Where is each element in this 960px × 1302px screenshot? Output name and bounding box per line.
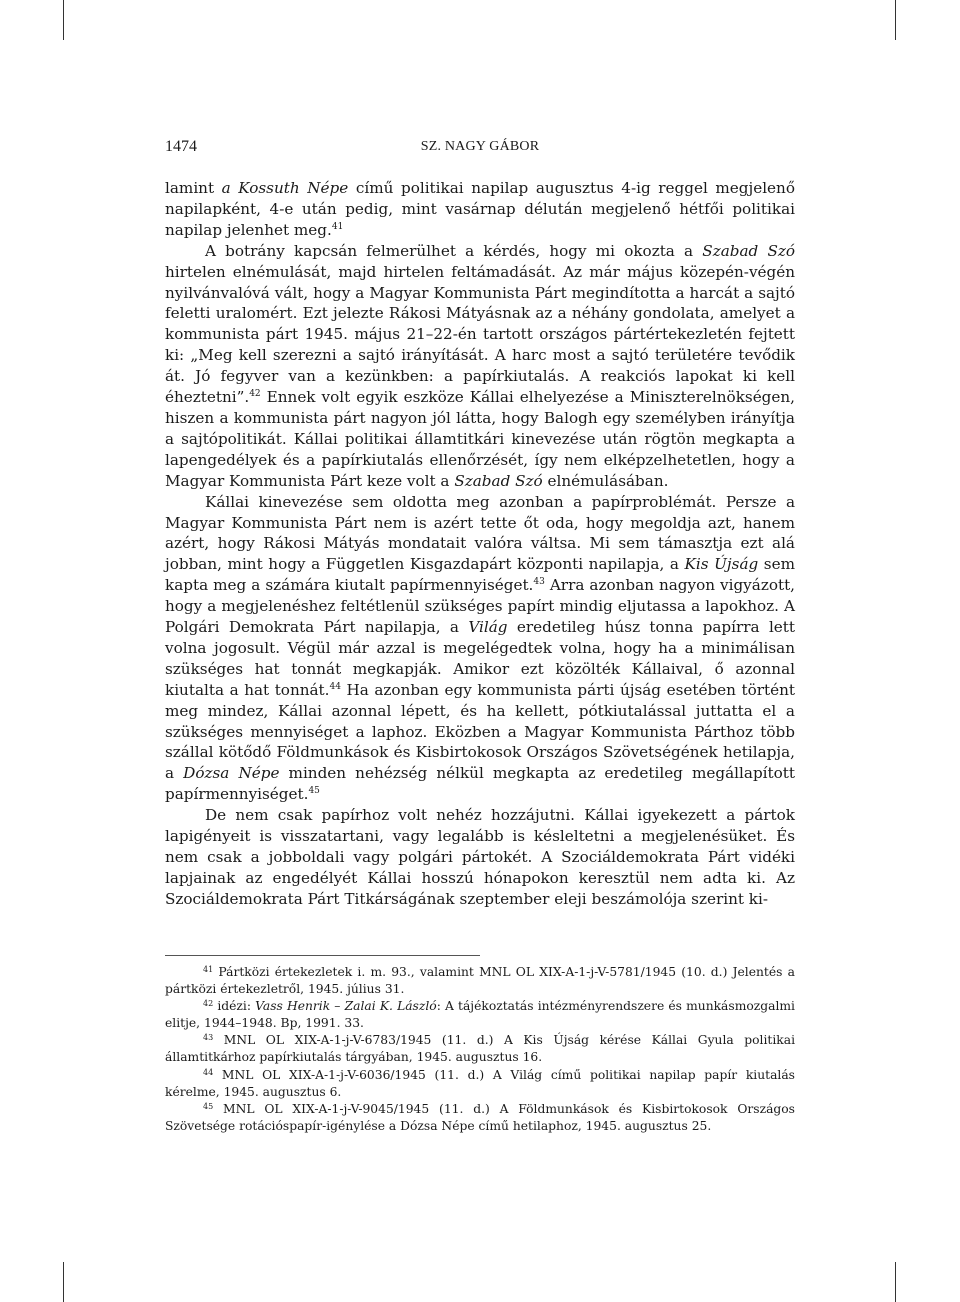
footnote-44 <box>165 1067 795 1101</box>
footnote-separator <box>165 955 480 956</box>
body-text <box>165 178 795 910</box>
text-run: De nem csak papírhoz volt nehéz hozzájutni. Kállai igyekezett a pártok lapigényeit is visszatartani, vagy legalább is késleltetni a megjelenésüket. És nem csak a jobboldali vagy polgári pártokét. A Szociáldemokrata Párt vidéki lapjainak az engedélyét Kállai hosszú hónapokon keresztül nem adta ki. Az Szociáldemokrata Párt Titkárságának szeptember eleji beszámolója szerint ki- <box>165 806 795 908</box>
text-run: Ha azonban egy kommunista párti újság esetében történt meg mindez, Kállai azonnal lépett, és ha kellett, pótkiutalással juttatta el a szükséges mennyiséget a laphoz. Eközben a Magyar Kommunista Párthoz több szállal kötődő Földmunkások és Kisbirtokosok Országos Szövetségének hetilapja, a <box>165 680 795 783</box>
footnote-ref-43: 43 <box>533 577 545 588</box>
text-run: minden nehézség nélkül megkapta az eredetileg megállapított papírmennyiséget. <box>165 764 795 804</box>
text-run: Kállai kinevezése sem oldotta meg azonban a papírproblémát. Persze a Magyar Kommunista Párt nem is azért tette őt oda, hogy megoldja azt, hanem azért, hogy Rákosi Mátyás mondatait valóra váltsa. Mi sem támasztja ezt alá jobban, mint hogy a Független Kisgazdapárt központi napilapja, a <box>165 492 795 574</box>
footnote-42 <box>165 998 795 1032</box>
footnote-ref-42: 42 <box>249 389 261 400</box>
footnote-text: Pártközi értekezletek i. m. 93., valamint MNL OL XIX-A-1-j-V-5781/1945 (10. d.) Jelentés a pártközi értekezletről, 1945. július 31. <box>165 965 795 997</box>
text-run: Arra azonban nagyon vigyázott, hogy a megjelenéshez feltétlenül szükséges papírt mindig eljutassa a lapokhoz. A Polgári Demokrata Párt napilapja, a <box>165 576 795 637</box>
footnotes <box>165 964 795 1135</box>
text-run: című politikai napilap augusztus 4-ig reggel megjelenő napilapként, 4-e után pedig, mint vasárnap délután megjelenő hétfői politikai napilap jelenhet meg. <box>165 179 795 239</box>
footnote-number: 43 <box>203 1033 214 1043</box>
italic-title: Dózsa Népe <box>183 764 280 783</box>
footnote-text: : A tájékoztatás intézményrendszere és munkásmozgalmi elitje, 1944–1948. Bp, 1991. 33. <box>165 999 795 1031</box>
paragraph-2 <box>165 241 795 492</box>
footnote-number: 41 <box>203 965 214 974</box>
italic-title: a Kossuth Népe <box>221 179 349 197</box>
crop-mark-bottom-left <box>63 1262 64 1302</box>
text-run: lamint <box>165 179 222 197</box>
italic-title: Kis Újság <box>684 555 759 574</box>
page-header <box>165 138 795 160</box>
footnote-ref-44: 44 <box>329 681 341 692</box>
text-run: eredetileg húsz tonna papírra lett volna jogosult. Végül már azzal is megelégedtek volna, hogy ha a minimálisan szükséges hat tonnát megkapják. Amikor ezt közölték Kállaival, ő azonnal kiutalta a hat tonnát. <box>165 618 795 699</box>
text-run: elnémulásában. <box>542 471 669 490</box>
text-run: A botrány kapcsán felmerülhet a kérdés, hogy mi okozta a <box>205 241 703 260</box>
footnote-text: idézi: <box>213 999 256 1014</box>
italic-title: Szabad Szó <box>702 241 795 260</box>
crop-mark-top-left <box>63 0 64 40</box>
footnote-ref-45: 45 <box>308 786 320 797</box>
footnote-text: MNL OL XIX-A-1-j-V-9045/1945 (11. d.) A Földmunkások és Kisbirtokosok Országos Szövetsége rotációspapír-igénylése a Dózsa Népe című hetilaphoz, 1945. augusztus 25. <box>165 1101 795 1133</box>
footnote-authors: Vass Henrik – Zalai K. László <box>255 999 437 1014</box>
paragraph-3 <box>165 492 795 806</box>
page-number: 1474 <box>165 138 197 155</box>
italic-title: Világ <box>468 618 508 637</box>
footnote-43 <box>165 1032 795 1066</box>
footnote-45 <box>165 1101 795 1135</box>
running-head: SZ. NAGY GÁBOR <box>420 139 540 154</box>
footnote-text: MNL OL XIX-A-1-j-V-6036/1945 (11. d.) A Világ című politikai napilap papír kiutalás kérelme, 1945. augusztus 6. <box>165 1067 795 1099</box>
text-run: sem kapta meg a számára kiutalt papírmennyiséget. <box>165 555 795 595</box>
paragraph-4 <box>165 805 795 910</box>
text-run: hirtelen elnémulását, majd hirtelen feltámadását. Az már május közepén-végén nyilvánvalóvá vált, hogy a Magyar Kommunista Párt megindította a harcát a sajtó feletti uralomért. Ezt jelezte Rákosi Mátyásnak az a néhány gondolata, amelyet a kommunista párt 1945. május 21–22-én tartott országos pártértekezletén fejtett ki: „Meg kell szerezni a sajtó irányítását. A harc most a sajtó területére tevődik át. Jó fegyver van a kezünkben: a papírkiutalás. A reakciós lapokat ki kell éheztetni”. <box>165 262 795 407</box>
italic-title: Szabad Szó <box>454 471 543 490</box>
text-run: Ennek volt egyik eszköze Kállai elhelyezése a Miniszterelnökségen, hiszen a kommunista párt nagyon jól látta, hogy Balogh egy személyben irányítja a sajtópolitikát. Kállai politikai államtitkári kinevezése után rögtön megkapta a lapengedélyek és a papírkiutalás ellenőrzését, így nem elképzelhetetlen, hogy a Magyar Kommunista Párt keze volt a <box>165 388 795 490</box>
crop-mark-bottom-right <box>895 1262 896 1302</box>
crop-mark-top-right <box>895 0 896 40</box>
paragraph-1 <box>165 178 795 241</box>
footnote-41 <box>165 964 795 998</box>
footnote-ref-41: 41 <box>331 221 344 232</box>
footnote-text: MNL OL XIX-A-1-j-V-6783/1945 (11. d.) A Kis Újság kérése Kállai Gyula politikai államtitkárhoz papírkiutalás tárgyában, 1945. augusztus 16. <box>165 1033 795 1065</box>
footnote-number: 45 <box>203 1101 214 1111</box>
footnote-number: 44 <box>203 1067 214 1077</box>
footnote-number: 42 <box>203 999 214 1009</box>
